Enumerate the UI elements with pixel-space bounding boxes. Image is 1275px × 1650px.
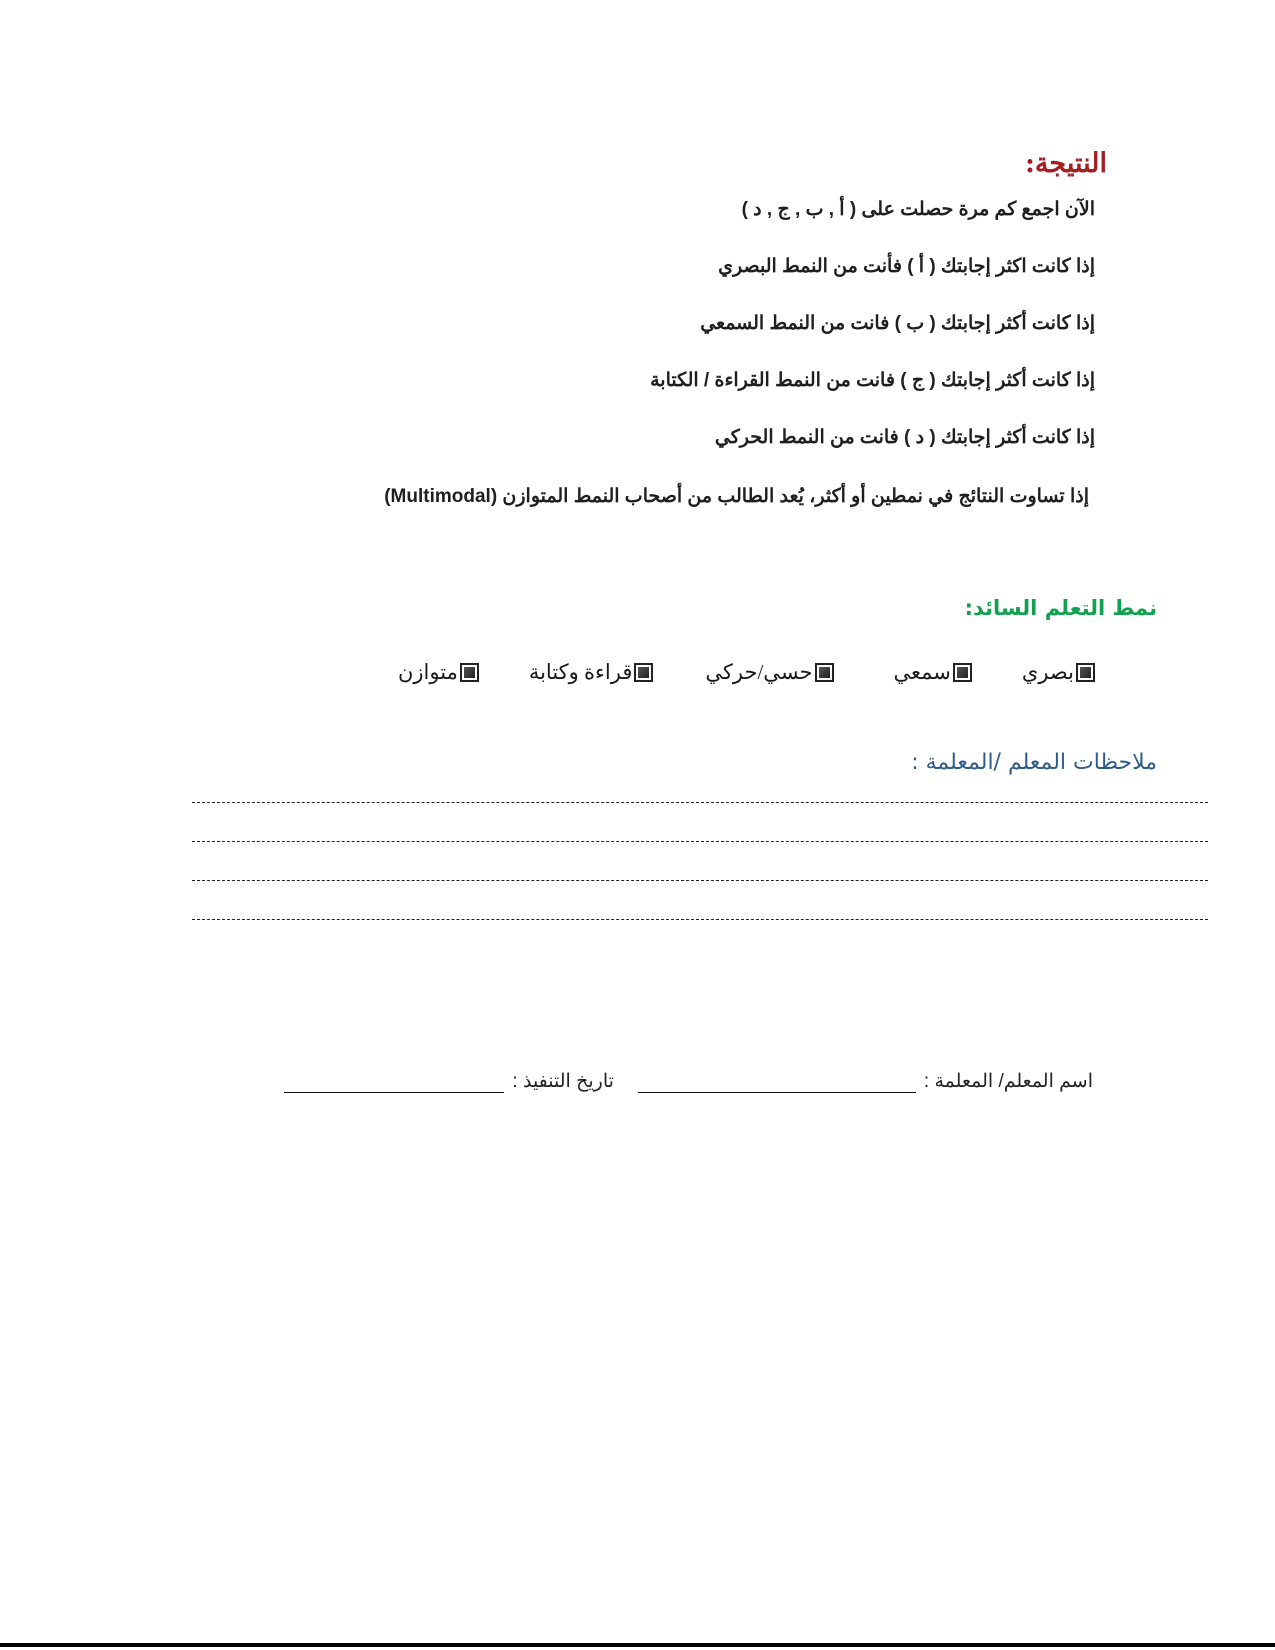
execution-date-label: تاريخ التنفيذ : <box>512 1071 614 1092</box>
option-label: متوازن <box>397 659 458 684</box>
option-visual[interactable] <box>1022 660 1095 685</box>
footer-rule <box>0 1643 1275 1647</box>
result-rule-kinesthetic: إذا كانت أكثر إجابتك ( د ) فانت من النمط الحركي <box>714 427 1095 448</box>
option-label: سمعي <box>893 659 951 684</box>
option-reading-writing[interactable] <box>529 660 654 685</box>
signature-row <box>284 1070 1093 1093</box>
notes-line[interactable] <box>192 841 1208 842</box>
option-label: بصري <box>1021 659 1074 684</box>
teacher-name-field[interactable] <box>638 1072 916 1093</box>
notes-line[interactable] <box>192 880 1208 881</box>
result-rule-reading: إذا كانت أكثر إجابتك ( ج ) فانت من النمط القراءة / الكتابة <box>650 370 1095 391</box>
checkbox-icon[interactable] <box>953 663 972 682</box>
checkbox-icon[interactable] <box>460 663 479 682</box>
notes-line[interactable] <box>192 802 1208 803</box>
checkbox-icon[interactable] <box>1076 663 1095 682</box>
result-instruction: الآن اجمع كم مرة حصلت على ( أ , ب , ج , د ) <box>741 199 1095 220</box>
checkbox-icon[interactable] <box>634 663 653 682</box>
dominant-style-options <box>398 657 1095 687</box>
option-multimodal[interactable] <box>398 660 479 685</box>
checkbox-icon[interactable] <box>815 663 834 682</box>
option-kinesthetic[interactable] <box>705 660 833 685</box>
teacher-name-label: اسم المعلم/ المعلمة : <box>923 1071 1093 1092</box>
teacher-notes-heading: ملاحظات المعلم /المعلمة : <box>911 750 1157 775</box>
execution-date-field[interactable] <box>284 1072 504 1093</box>
notes-line[interactable] <box>192 919 1208 920</box>
result-heading: النتيجة: <box>1024 148 1107 179</box>
result-rule-multimodal: إذا تساوت النتائج في نمطين أو أكثر، يُعد الطالب من أصحاب النمط المتوازن (Multimodal) <box>384 486 1089 507</box>
option-label: حسي/حركي <box>705 659 813 684</box>
option-auditory[interactable] <box>894 660 972 685</box>
result-rule-auditory: إذا كانت أكثر إجابتك ( ب ) فانت من النمط السمعي <box>700 313 1095 334</box>
dominant-style-heading: نمط التعلم السائد: <box>964 596 1157 620</box>
result-rule-visual: إذا كانت اكثر إجابتك ( أ ) فأنت من النمط البصري <box>718 256 1095 277</box>
option-label: قراءة وكتابة <box>528 659 633 684</box>
